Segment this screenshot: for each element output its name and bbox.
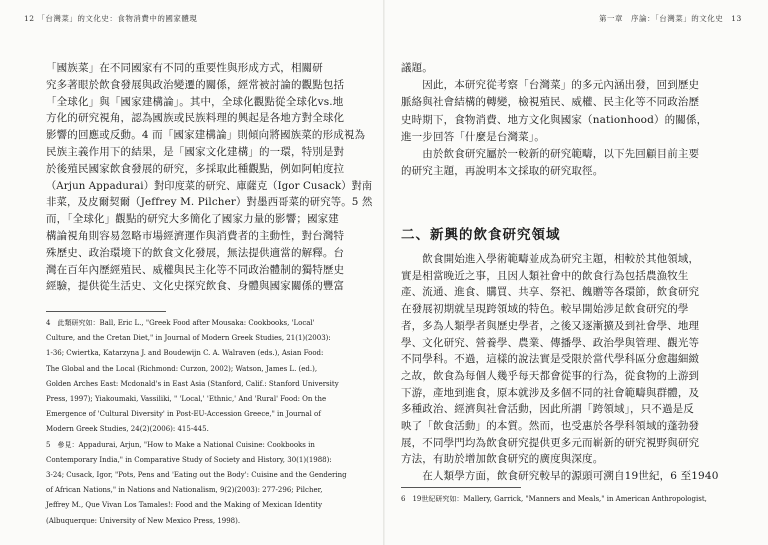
body-text-line: 經驗，提供從生活史、文化史探究飲食、身體與國家關係的豐富 xyxy=(46,280,345,293)
body-text-line: 實是相當晚近之事，且因人類社會中的飲食行為包括農漁牧生 xyxy=(401,269,689,282)
body-text-line: 民族主義作用下的結果，是「國家文化建構」的一環，特別是對 xyxy=(46,146,345,158)
body-text-line: 由於飲食研究屬於一較新的研究範疇，以下先回顧目前主要 xyxy=(401,148,700,160)
running-head-right: 第一章 序論：「台灣菜」的文化史 13 xyxy=(599,14,742,23)
footnote-line: The Global and the Local (Richmond: Curzon, 2002); Watson, James L. (ed.), xyxy=(46,364,318,373)
body-text-line: 的研究主題，再說明本文採取的研究取徑。 xyxy=(401,165,604,178)
footnote-line: 3-24; Cusack, Igor, "Pots, Pens and 'Eating out the Body': Cuisine and the Gendering xyxy=(46,471,347,479)
body-text-line: 殊歷史、政治環境下的飲食文化發展，無法提供適當的解釋。台 xyxy=(46,246,345,259)
footnote-line: Modern Greek Studies, 24(2)(2006): 415-445. xyxy=(46,425,209,434)
body-text-line: 進一步回答「什麼是台灣菜」。 xyxy=(401,130,545,143)
footnote-line: (Albuquerque: University of New Mexico Press, 1998). xyxy=(46,516,241,525)
left-page xyxy=(0,0,383,545)
footnote-line: of African Nations," in Nations and Nationalism, 9(2)(2003): 277-296; Pilcher, xyxy=(46,486,323,495)
body-text-line: 產、流通、進食、購買、共享、祭祀、餽贈等各環節，飲食研究 xyxy=(401,286,700,299)
body-text-line: 「全球化」與「國家建構論」。其中，全球化觀點從全球化vs.地 xyxy=(46,95,344,108)
body-text-line: 在人類學方面，飲食研究較早的源頭可溯自19世紀，6 至1940 xyxy=(401,470,719,483)
body-text-line: 構論視角則容易忽略市場經濟運作與消費者的主動性，對台灣特 xyxy=(46,230,345,242)
body-text-line: 史時期下，食物消費、地方文化與國家（nationhood）的關係， xyxy=(401,113,708,126)
footnote-line: Culture, and the Cretan Diet," in Journal of Modern Greek Studies, 21(1)(2003): xyxy=(46,334,331,343)
footnote-line: Press, 1997); Yiakoumaki, Vassiliki, " 'Local,' 'Ethnic,' And 'Rural' Food: On the xyxy=(46,395,327,403)
body-text-line: 者，多為人類學者與歷史學者，之後又逐漸擴及到社會學、地理 xyxy=(401,319,700,332)
body-text-line: 方化的研究視角，認為國族或民族料理的興起是各地方對全球化 xyxy=(46,112,345,125)
body-text-line: 議題。 xyxy=(401,62,433,74)
body-text-line: 下游，產地到進食，原本就涉及多個不同的社會範疇與群體，及 xyxy=(401,386,700,399)
body-text-line: 脈絡與社會結構的轉變，檢視殖民、威權、民主化等不同政治歷 xyxy=(401,96,700,109)
footnote-line: 6 19世紀研究如：Mallery, Garrick, "Manners and Meals," in American Anthropologist, xyxy=(401,495,707,503)
body-text-line: 於後殖民國家飲食發展的研究，多採取此種觀點，例如阿帕度拉 xyxy=(46,162,345,175)
body-text-line: 映了「飲食活動」的本質。然而，也受惠於各學科領域的蓬勃發 xyxy=(401,420,700,432)
footnote-line: Golden Arches East: Mcdonald's in East Asia (Stanford, Calif.: Stanford University xyxy=(46,379,339,388)
body-text-line: 展，不同學門均為飲食研究提供更多元而嶄新的研究視野與研究 xyxy=(401,436,700,449)
footnote-line: 1-36; Cwiertka, Katarzyna J. and Boudewijn C. A. Walraven (eds.), Asian Food: xyxy=(46,349,324,358)
body-text-line: 灣在百年內歷經殖民、威權與民主化等不同政治體制的獨特歷史 xyxy=(46,263,345,276)
footnote-line: 4 此類研究如：Ball, Eric L., "Greek Food after Mousaka: Cookbooks, 'Local' xyxy=(46,319,315,327)
body-text-line: 在發展初期就呈現跨領域的特色。較早開始涉足飲食研究的學 xyxy=(401,303,689,316)
body-text-line: 飲食開始進入學術範疇並成為研究主題，相較於其他領域， xyxy=(401,253,700,265)
body-text-line: 學、文化研究、營養學、農業、傳播學、政治學與管理、觀光等 xyxy=(401,336,700,349)
body-text-line: 究多著眼於飲食發展與政治變遷的關係，經常被討論的觀點包括 xyxy=(46,78,345,91)
footnote-rule-right xyxy=(401,487,521,488)
running-head-left: 12 「台灣菜」的文化史：食物消費中的國家體現 xyxy=(24,14,198,23)
section-title: 二、新興的飲食研究領域 xyxy=(401,227,561,243)
footnote-line: Jeffrey M., Que Vivan Los Tamales!: Food and the Making of Mexican Identity xyxy=(46,501,323,510)
footnote-line: Contemporary India," in Comparative Study of Society and History, 30(1)(1988): xyxy=(46,455,332,464)
body-text-line: 而，「全球化」觀點的研究大多簡化了國家力量的影響；國家建 xyxy=(46,213,339,226)
body-text-line: 非菜，及皮爾契爾（Jeffrey M. Pilcher）對墨西哥菜的研究等。5 然 xyxy=(46,196,373,209)
body-text-line: 「國族菜」在不同國家有不同的重要性與形成方式，相關研 xyxy=(46,62,323,74)
body-text-line: 多種政治、經濟與社會活動，因此所謂「跨領域」，只不過是反 xyxy=(401,403,694,416)
body-text-line: （Arjun Appadurai）對印度菜的研究、庫薩克（Igor Cusack）對南 xyxy=(46,179,373,192)
body-text-line: 方法，有助於增加飲食研究的廣度與深度。 xyxy=(401,453,604,466)
footnote-line: Emergence of 'Cultural Diversity' in Post-EU-Accession Greece," in Journal of xyxy=(46,410,321,419)
right-page xyxy=(385,0,768,545)
footnote-rule-left xyxy=(46,311,166,312)
body-text-line: 之故，飲食為每個人幾乎每天都會從事的行為，從食物的上游到 xyxy=(401,369,700,382)
footnote-line: 5 參見：Appadurai, Arjun, "How to Make a National Cuisine: Cookbooks in xyxy=(46,440,315,449)
body-text-line: 因此，本研究從考察「台灣菜」的多元內涵出發，回到歷史 xyxy=(401,79,700,92)
body-text-line: 不同學科。不過，這樣的說法實是受限於當代學科區分愈趨細緻 xyxy=(401,353,700,366)
body-text-line: 影響的回應或反動。4 而「國家建構論」則傾向將國族菜的形成視為 xyxy=(46,129,366,142)
